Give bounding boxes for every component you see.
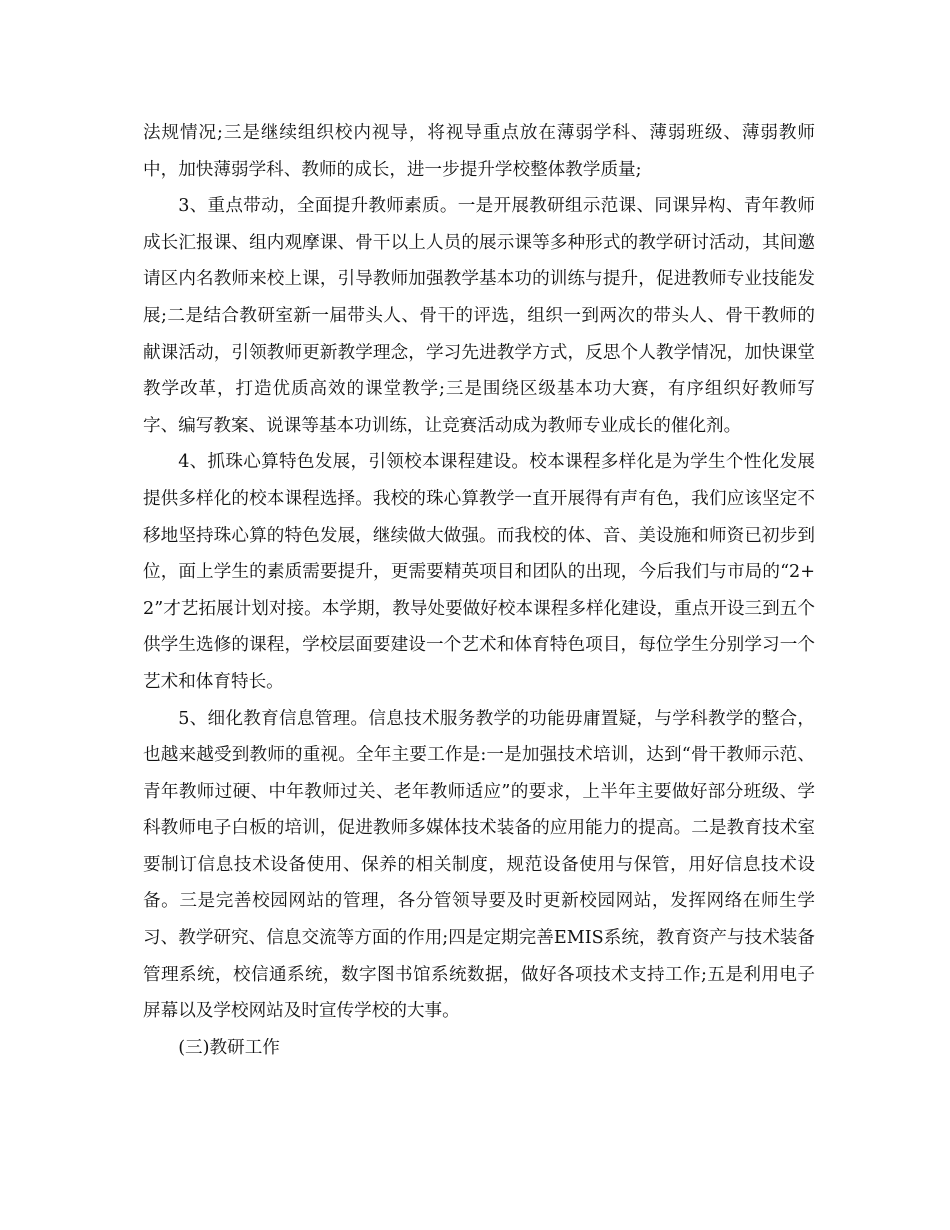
paragraph-continuation: 法规情况;三是继续组织校内视导，将视导重点放在薄弱学科、薄弱班级、薄弱教师中，加快薄弱学科、教师的成长，进一步提升学校整体教学质量; [143, 123, 815, 180]
paragraph-abacus-curriculum: 4、抓珠心算特色发展，引领校本课程建设。校本课程多样化是为学生个性化发展提供多样化的校本课程选择。我校的珠心算教学一直开展得有声有色，我们应该坚定不移地坚持珠心算的特色发展，继续做大做强。而我校的体、音、美设施和师资已初步到位，面上学生的素质需要提升，更需要精英项目和团队的出现，今后我们与市局的“2+2”才艺拓展计划对接。本学期，教导处要做好校本课程多样化建设，重点开设三到五个供学生选修的课程，学校层面要建设一个艺术和体育特色项目，每位学生分别学习一个艺术和体育特长。 [143, 452, 815, 692]
paragraph-information-management: 5、细化教育信息管理。信息技术服务教学的功能毋庸置疑，与学科教学的整合，也越来越受到教师的重视。全年主要工作是:一是加强技术培训，达到“骨干教师示范、青年教师过硬、中年教师过关、老年教师适应”的要求，上半年主要做好部分班级、学科教师电子白板的培训，促进教师多媒体技术装备的应用能力的提高。二是教育技术室要制订信息技术设备使用、保养的相关制度，规范设备使用与保管，用好信息技术设备。三是完善校园网站的管理，各分管领导要及时更新校园网站，发挥网络在师生学习、教学研究、信息交流等方面的作用;四是定期完善EMIS系统，教育资产与技术装备管理系统，校信通系统，数字图书馆系统数据，做好各项技术支持工作;五是利用电子屏幕以及学校网站及时宣传学校的大事。 [143, 708, 815, 1022]
document-page [143, 115, 815, 1066]
paragraph-teacher-quality: 3、重点带动，全面提升教师素质。一是开展教研组示范课、同课异构、青年教师成长汇报课、组内观摩课、骨干以上人员的展示课等多种形式的教学研讨活动，其间邀请区内名教师来校上课，引导教师加强教学基本功的训练与提升，促进教师专业技能发展;二是结合教研室新一届带头人、骨干的评选，组织一到两次的带头人、骨干教师的献课活动，引领教师更新教学理念，学习先进教学方式，反思个人教学情况，加快课堂教学改革，打造优质高效的课堂教学;三是围绕区级基本功大赛，有序组织好教师写字、编写教案、说课等基本功训练，让竞赛活动成为教师专业成长的催化剂。 [143, 196, 815, 436]
section-heading-teaching-research: (三)教研工作 [178, 1037, 280, 1058]
